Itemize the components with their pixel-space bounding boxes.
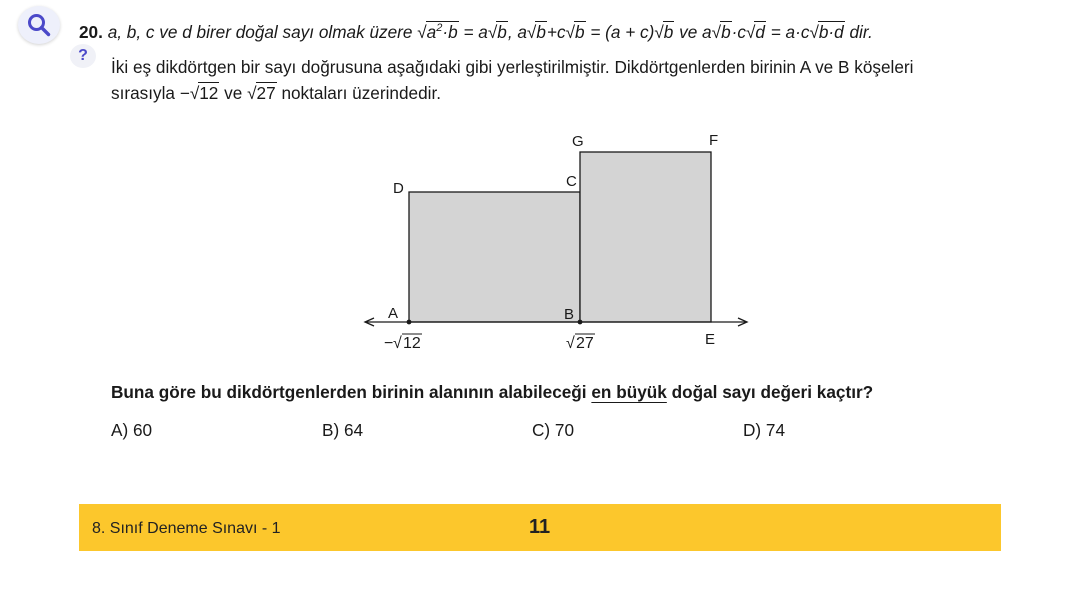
label-a: A xyxy=(388,305,399,322)
emphasis-largest: en büyük xyxy=(591,382,667,402)
question-intro: 20. a, b, c ve d birer doğal sayı olmak üzere $√a^2\cdot b = a√b$, a√b+c√b = (a + c)√b ve a√b·c√d = a·c√b·d dir. xyxy=(79,22,873,42)
option-c[interactable]: C) 70 xyxy=(532,420,575,440)
label-f: F xyxy=(709,132,719,149)
option-b[interactable]: B) 64 xyxy=(322,420,364,440)
question-line-3: sırasıyla −√12 ve √27 noktaları üzerindedir. xyxy=(111,83,441,103)
rectangle-befg xyxy=(580,152,711,322)
rectangle-abcd xyxy=(409,192,580,322)
tick-a-minus: − xyxy=(384,335,394,352)
label-g: G xyxy=(572,133,584,150)
intro-tail: dir. xyxy=(849,22,873,42)
footer-bar xyxy=(79,504,1001,551)
tick-a-value: 12 xyxy=(403,335,421,352)
exam-title: 8. Sınıf Deneme Sınavı - 1 xyxy=(92,520,281,537)
question-ask: Buna göre bu dikdörtgenlerden birinin alanının alabileceği en büyük doğal sayı değeri kaçtır? xyxy=(111,382,874,402)
label-b: B xyxy=(564,306,575,323)
label-d: D xyxy=(393,180,404,197)
label-e: E xyxy=(705,331,716,348)
question-number: 20. xyxy=(79,22,103,42)
tick-a-root: √ xyxy=(393,335,402,352)
formula-root-1: $√a^2\cdot b$ xyxy=(417,22,458,42)
help-button[interactable]: ? xyxy=(70,44,96,68)
label-c: C xyxy=(566,173,577,190)
point-b-dot xyxy=(578,320,583,325)
tick-b-value: 27 xyxy=(576,335,594,352)
intro-lead: a, b, c ve d birer doğal sayı olmak üzere xyxy=(107,22,413,42)
question-line-2: İki eş dikdörtgen bir sayı doğrusuna aşağıdaki gibi yerleştirilmiştir. Dikdörtgenlerden birinin A ve B köşeleri xyxy=(111,57,914,77)
page-number: 11 xyxy=(529,516,551,538)
option-a[interactable]: A) 60 xyxy=(111,420,153,440)
option-d[interactable]: D) 74 xyxy=(743,420,786,440)
tick-b-root: √ xyxy=(566,335,575,352)
point-a-dot xyxy=(407,320,412,325)
